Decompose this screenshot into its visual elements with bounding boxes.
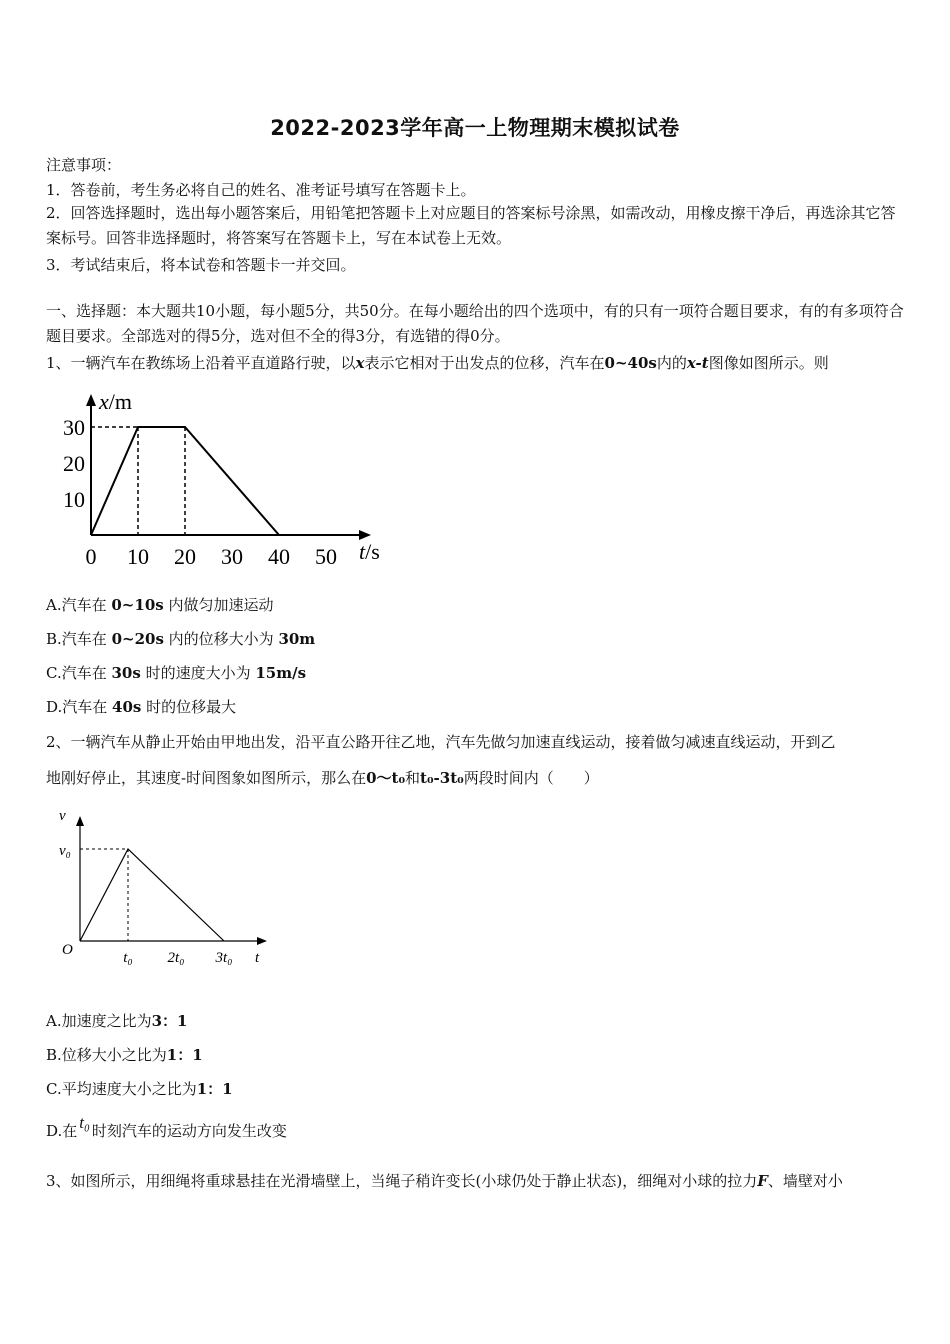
x-axis-label: t/s <box>359 539 380 564</box>
q1-stem-part: 1、一辆汽车在教练场上沿着平直道路行驶，以 <box>46 354 356 372</box>
notice-item-2: 2．回答选择题时，选出每小题答案后，用铅笔把答题卡上对应题目的答案标号涂黑，如需改动，用橡皮擦干净后，再选涂其它答案标号。回答非选择题时，将答案写在答题卡上，写在本试卷上无效。 <box>46 204 896 247</box>
x-axis-arrow <box>257 937 267 945</box>
y-axis-arrow <box>86 394 96 406</box>
x-tick-label: 20 <box>174 544 196 569</box>
q3-var-f: F <box>757 1172 768 1190</box>
question-2-stem-line2 <box>46 767 599 788</box>
option-value: 0~20s <box>111 630 164 648</box>
option-value: 1：1 <box>166 1046 203 1064</box>
question-3-stem <box>46 1170 843 1191</box>
origin-label: O <box>62 942 73 958</box>
q1-range: 0~40s <box>604 354 657 372</box>
q1-option-a[interactable] <box>46 594 273 615</box>
option-text: 时的位移最大 <box>141 698 237 716</box>
option-text: 内的位移大小为 <box>163 630 279 648</box>
option-text: D.汽车在 <box>46 698 113 716</box>
x-tick-label: t₀ <box>123 950 133 966</box>
x-tick-label: 40 <box>268 544 290 569</box>
x-tick-label: 2t₀ <box>167 950 185 966</box>
q2-stem-part: 两段时间内（ ） <box>463 769 599 787</box>
option-text: A.汽车在 <box>46 596 112 614</box>
option-text: C.平均速度大小之比为 <box>46 1080 197 1098</box>
q2-interval-1: 0～t₀ <box>366 769 406 787</box>
option-text: D.在 <box>46 1122 78 1140</box>
xt-graph <box>45 385 405 575</box>
q1-var-x: x <box>355 354 365 372</box>
y-tick-label: 30 <box>63 415 85 440</box>
q1-option-c[interactable] <box>46 662 306 683</box>
option-value: 40s <box>112 698 142 716</box>
y-tick-label: 10 <box>63 487 85 512</box>
y-tick-label: 20 <box>63 451 85 476</box>
question-1-stem <box>46 352 829 373</box>
question-2-stem-line1: 2、一辆汽车从静止开始由甲地出发，沿平直公路开往乙地，汽车先做匀加速直线运动，接着做匀减速直线运动，开到乙 <box>46 733 836 751</box>
option-text: 时刻汽车的运动方向发生改变 <box>91 1122 287 1140</box>
option-text: C.汽车在 <box>46 664 112 682</box>
option-text: 内做匀加速运动 <box>163 596 274 614</box>
y-axis-label: v <box>59 808 66 824</box>
q1-option-b[interactable] <box>46 628 315 649</box>
q2-option-a[interactable] <box>46 1010 187 1031</box>
option-text: B.位移大小之比为 <box>46 1046 167 1064</box>
q2-option-d[interactable] <box>46 1113 287 1141</box>
y-axis-label: x/m <box>99 389 132 414</box>
q3-stem-part: 3、如图所示，用细绳将重球悬挂在光滑墙壁上，当绳子稍许变长(小球仍处于静止状态)，细绳对小球的拉力 <box>46 1172 758 1190</box>
option-text: A.加速度之比为 <box>46 1012 152 1030</box>
q2-option-c[interactable] <box>46 1078 233 1099</box>
q1-stem-part: 表示它相对于出发点的位移，汽车在 <box>364 354 605 372</box>
q1-stem-part: 内的 <box>656 354 687 372</box>
x-tick-label: 0 <box>85 544 97 569</box>
vt-graph <box>55 802 295 972</box>
x-tick-label: 3t₀ <box>215 950 233 966</box>
option-value: 1：1 <box>196 1080 233 1098</box>
t0-symbol: t₀ <box>79 1113 90 1132</box>
x-tick-label: 30 <box>221 544 243 569</box>
q1-option-d[interactable] <box>46 696 236 717</box>
exam-title: 2022-2023学年高一上物理期末模拟试卷 <box>270 116 680 140</box>
x-axis-label: t <box>255 950 260 966</box>
option-value: 3：1 <box>151 1012 188 1030</box>
q2-interval-2: t₀-3t₀ <box>420 769 464 787</box>
q1-stem-part: 图像如图所示。则 <box>708 354 829 372</box>
option-value: 0~10s <box>111 596 164 614</box>
q1-var-xt: x-t <box>686 354 709 372</box>
notice-item-1: 1．答卷前，考生务必将自己的姓名、准考证号填写在答题卡上。 <box>46 181 476 199</box>
notice-item-3: 3．考试结束后，将本试卷和答题卡一并交回。 <box>46 256 356 274</box>
q3-stem-part: 、墙壁对小 <box>767 1172 843 1190</box>
q2-option-b[interactable] <box>46 1044 203 1065</box>
series-line <box>80 849 224 941</box>
option-value: 30m <box>278 630 316 648</box>
section-intro: 一、选择题：本大题共10小题，每小题5分，共50分。在每小题给出的四个选项中，有的只有一项符合题目要求，有的有多项符合题目要求。全部选对的得5分，选对但不全的得3分，有选错的得0分。 <box>46 302 904 345</box>
option-value: 15m/s <box>255 664 307 682</box>
y-axis-arrow <box>76 816 84 826</box>
x-tick-label: 10 <box>127 544 149 569</box>
q2-stem-part: 和 <box>405 769 421 787</box>
option-text: B.汽车在 <box>46 630 112 648</box>
q2-stem-part: 地刚好停止，其速度-时间图象如图所示，那么在 <box>46 769 367 787</box>
x-tick-label: 50 <box>315 544 337 569</box>
option-text: 时的速度大小为 <box>140 664 256 682</box>
option-value: 30s <box>111 664 141 682</box>
y-tick-label: v₀ <box>59 843 71 859</box>
notice-heading: 注意事项： <box>46 156 122 174</box>
